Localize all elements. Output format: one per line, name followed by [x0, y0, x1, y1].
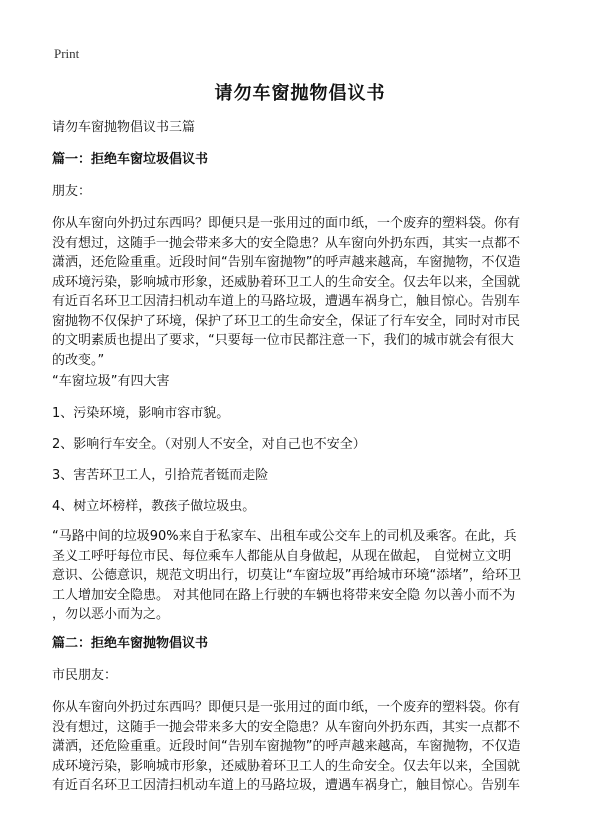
text-line: 潇洒，还危险重重。近段时间“告别车窗抛物”的呼声越来越高，车窗抛物，不仅造: [52, 255, 521, 270]
section1-greeting: 朋友：: [52, 184, 92, 199]
text-line: 工人增加安全隐患。 对其他同在路上行驶的车辆也将带来安全隐 勿以善小而不为: [52, 587, 516, 603]
section2-paragraph1: [52, 698, 552, 796]
text-line: 窗抛物不仅保护了环境，保护了环卫工的生命安全，保证了行车安全，同时对市民: [52, 313, 521, 329]
text-line: 成环境污染，影响城市形象，还威胁着环卫工人的生命安全。仅去年以来，全国就: [52, 758, 521, 774]
harm-item-4: 4、树立坏榜样，教孩子做垃圾虫。: [52, 499, 256, 514]
section1-heading: 篇一：拒绝车窗垃圾倡议书: [52, 152, 209, 167]
text-line: “马路中间的垃圾90%来自于私家车、出租车或公交车上的司机及乘客。在此，兵: [52, 529, 517, 544]
text-line: 意识、公德意识，规范文明出行，切莫让“车窗垃圾”再给城市环境“添堵”，给环卫: [52, 568, 521, 583]
text-line: 圣义工呼吁每位市民、每位乘车人都能从自身做起，从现在做起， 自觉树立文明: [52, 548, 512, 564]
text-line: 的改变。”: [52, 352, 105, 368]
text-line: 有近百名环卫工因清扫机动车道上的马路垃圾，遭遇车祸身亡，触目惊心。告别车: [52, 294, 521, 309]
harm-item-3: 3、害苦环卫工人，引拾荒者铤而走险: [52, 468, 269, 483]
text-line: 你从车窗向外扔过东西吗？即便只是一张用过的面巾纸，一个废弃的塑料袋。你有: [52, 700, 521, 715]
text-line: 没有想过，这随手一抛会带来多大的安全隐患？从车窗向外扔东西，其实一点都不: [52, 719, 521, 735]
section2-greeting: 市民朋友：: [52, 668, 118, 683]
text-line: 成环境污染，影响城市形象，还威胁着环卫工人的生命安全。仅去年以来，全国就: [52, 274, 521, 290]
page-title: 请勿车窗抛物倡议书: [214, 83, 386, 104]
section2-heading: 篇二：拒绝车窗抛物倡议书: [52, 636, 209, 651]
text-line: 你从车窗向外扔过东西吗？即便只是一张用过的面巾纸，一个废弃的塑料袋。你有: [52, 216, 521, 231]
text-line: ，勿以恶小而为之。: [52, 607, 170, 622]
text-line: 潇洒，还危险重重。近段时间“告别车窗抛物”的呼声越来越高，车窗抛物，不仅造: [52, 739, 521, 754]
text-line: 有近百名环卫工因清扫机动车道上的马路垃圾，遭遇车祸身亡，触目惊心。告别车: [52, 778, 521, 793]
text-line: 的文明素质也提出了要求，“只要每一位市民都注意一下，我们的城市就会有很大: [52, 333, 514, 348]
print-link[interactable]: Print: [54, 46, 80, 61]
harm-item-2: 2、影响行车安全。（对别人不安全，对自己也不安全）: [52, 437, 366, 452]
text-line: 没有想过，这随手一抛会带来多大的安全隐患？从车窗向外扔东西，其实一点都不: [52, 235, 521, 251]
harms-intro: “车窗垃圾”有四大害: [52, 374, 170, 389]
section1-paragraph1: [52, 214, 552, 370]
harm-item-1: 1、污染环境，影响市容市貌。: [52, 406, 230, 421]
section1-paragraph2: [52, 527, 552, 625]
subtitle: 请勿车窗抛物倡议书三篇: [52, 120, 196, 135]
